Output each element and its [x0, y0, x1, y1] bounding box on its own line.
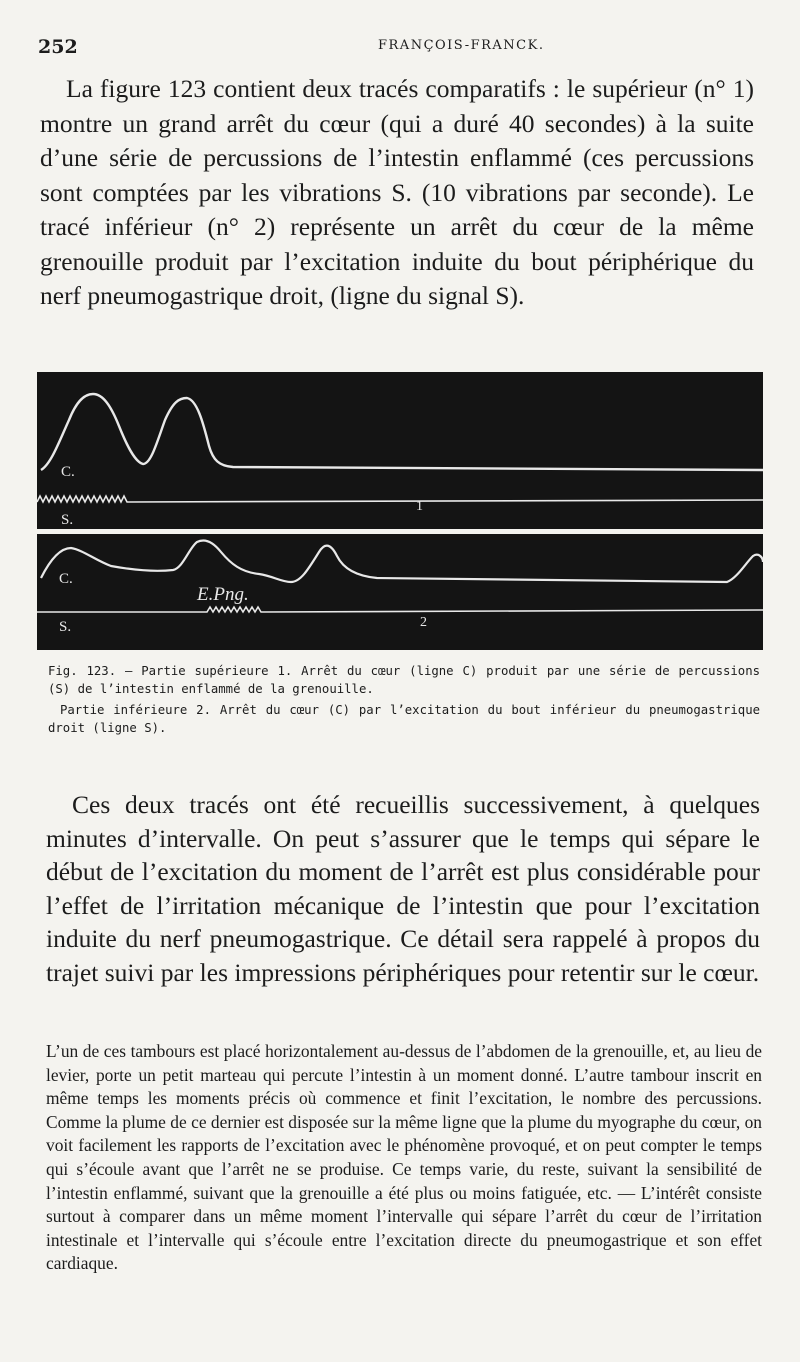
intro-paragraph: La figure 123 contient deux tracés comparatifs : le supérieur (n° 1) montre un grand arrêt du cœur (qui a duré 40 secondes) à la suite d’une série de percussions de l’intestin enflammé (ces percussions sont comptées par les vibrations S. (10 vibrations par seconde). Le tracé inférieur (n° 2) représente un arrêt du cœur de la même grenouille produit par l’excitation induite du bout périphérique du nerf pneumogastrique droit, (ligne du signal S).	[40, 74, 754, 310]
page-number: 252	[38, 36, 78, 58]
top-panel-background	[37, 372, 763, 529]
bottom-annotation-epng: E.Png.	[197, 584, 249, 605]
figure-123	[37, 372, 763, 650]
page-header	[38, 36, 778, 58]
note-paragraph: L’un de ces tambours est placé horizontalement au-dessus de l’abdomen de la grenouille, et, au lieu de levier, porte un petit marteau qui percute l’intestin à un moment donné. L’autre tambour inscrit en même temps les moments précis où commence et finit l’excitation, le nombre des percussions. Comme la plume de ce dernier est disposée sur la même ligne que la plume du myographe du cœur, on voit facilement les rapports de l’excitation avec le phénomène provoqué, et on peut compter le temps qui s’écoule avant que l’arrêt ne se produise. Ce temps varie, du reste, suivant la sensibilité de l’intestin enflammé, suivant que la grenouille a été plus ou moins fatiguée, etc. — L’intérêt consiste surtout à comparer dans un même moment l’intervalle qui sépare l’arrêt du cœur de l’irritation intestinale et l’intervalle qui s’écoule entre l’excitation directe du pneumogastrique et son effet cardiaque.	[46, 1041, 762, 1274]
main-paragraph: Ces deux tracés ont été recueillis successivement, à quelques minutes d’intervalle. On peut s’assurer que le temps qui sépare le début de l’excitation du moment de l’arrêt est plus considérable pour l’effet de l’irritation mécanique de l’intestin que pour l’excitation induite du nerf pneumogastrique. Ce détail sera rappelé à propos du trajet suivi par les impressions périphériques pour retentir sur le cœur.	[46, 790, 760, 987]
caption-line-1: Fig. 123. — Partie supérieure 1. Arrêt du cœur (ligne C) produit par une série de percussions (S) de l’intestin enflammé de la grenouille.	[48, 664, 760, 696]
bottom-s-label: S.	[59, 619, 72, 635]
tracing-figure	[37, 372, 763, 650]
bottom-panel-number: 2	[420, 615, 427, 630]
top-c-label: C.	[61, 464, 75, 480]
figure-caption	[48, 662, 760, 737]
bottom-c-label: C.	[59, 571, 73, 587]
running-title: FRANÇOIS-FRANCK.	[378, 38, 545, 53]
top-panel-number: 1	[416, 499, 423, 514]
top-s-label: S.	[61, 512, 74, 528]
bottom-panel-background	[37, 534, 763, 650]
caption-line-2: Partie inférieure 2. Arrêt du cœur (C) par l’excitation du bout inférieur du pneumogastrique droit (ligne S).	[48, 703, 760, 735]
